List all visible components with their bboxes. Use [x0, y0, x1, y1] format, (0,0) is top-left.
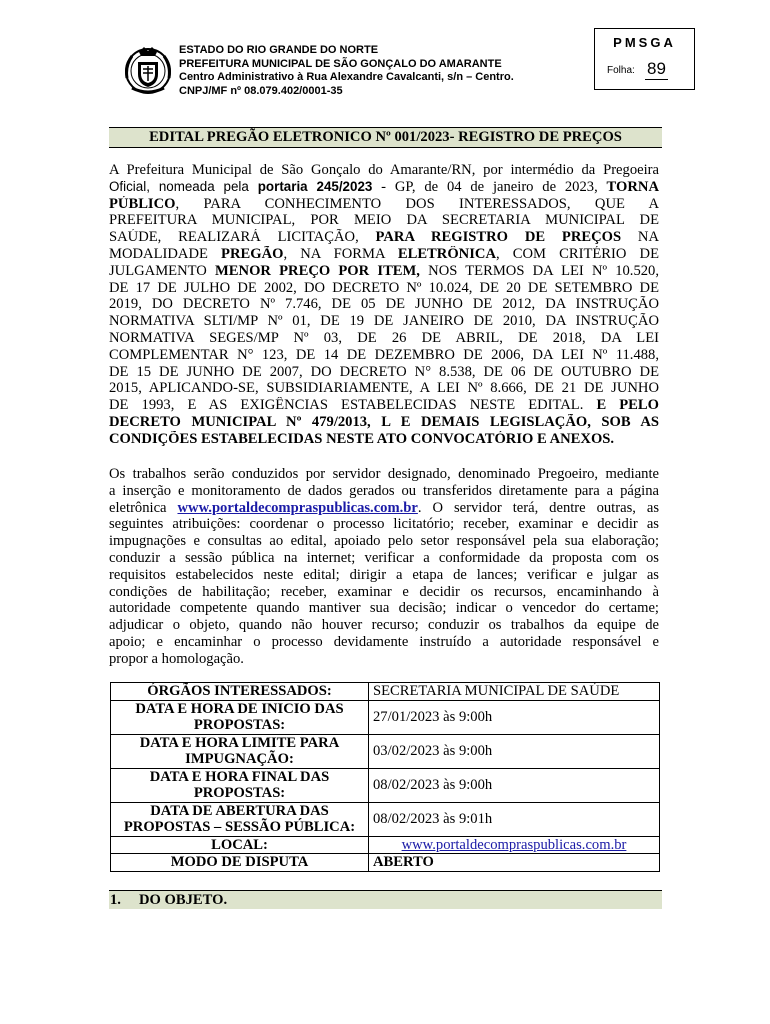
text-run: TORNA [606, 178, 659, 195]
stamp-folha-number: 89 [647, 59, 666, 78]
text-run: a inserção e monitoramento de dados gerados ou transferidos diretamente para a página [109, 482, 659, 499]
text-run: NORMATIVA SEGES/MP Nº 03, DE 26 DE ABRIL, DE 2018, DA LEI [109, 329, 659, 346]
header-state: ESTADO DO RIO GRANDE DO NORTE [179, 44, 379, 56]
text-run: Oficial, nomeada pela [109, 178, 258, 194]
text-run: COMPLEMENTAR N° 123, DE 14 DE DEZEMBRO DE 2006, DA LEI Nº 11.488, [109, 346, 659, 363]
paragraph-line [109, 533, 659, 550]
table-row [111, 700, 660, 734]
paragraph-line [109, 414, 659, 431]
text-run: PREFEITURA MUNICIPAL, POR MEIO DA SECRETARIA MUNICIPAL DE [109, 212, 659, 229]
table-row [111, 836, 660, 854]
row-label [111, 683, 369, 701]
schedule-table [110, 682, 660, 872]
row-value: 03/02/2023 às 9:00h [369, 734, 660, 768]
text-run: , PARA CONHECIMENTO DOS INTERESSADOS, QUE A [175, 195, 659, 212]
row-label-line: ÓRGÃOS INTERESSADOS: [147, 683, 332, 699]
row-label [111, 854, 369, 872]
row-label-line: DATA E HORA FINAL DAS [149, 768, 330, 785]
section-number: 1. [110, 892, 121, 908]
paragraph-line [109, 634, 659, 651]
portal-link[interactable]: www.portaldecompraspublicas.com.br [177, 499, 418, 516]
text-run: DE 15 DE JUNHO DE 2007, DO DECRETO N° 8.538, DE 06 DE OUTUBRO DE [109, 363, 659, 380]
text-run: requisitos estabelecidos neste edital; dirigir a etapa de lances; verificar e julgar as [109, 566, 659, 583]
row-label-line: MODO DE DISPUTA [170, 854, 309, 870]
text-run: DECRETO MUNICIPAL Nº 479/2013, L E DEMAIS LEGISLAÇÃO, SOB AS [109, 413, 659, 430]
paragraph-line [109, 313, 659, 330]
table-row [111, 854, 660, 872]
header-address: Centro Administrativo à Rua Alexandre Cavalcanti, s/n – Centro. [179, 71, 514, 84]
row-value: 08/02/2023 às 9:01h [369, 802, 660, 836]
text-run: portaria 245/2023 [257, 178, 373, 194]
row-label [111, 700, 369, 734]
paragraph-line [109, 280, 659, 297]
row-label [111, 836, 369, 854]
row-label [111, 768, 369, 802]
paragraph-line [109, 500, 659, 517]
paragraph-line [109, 162, 659, 179]
text-run: A Prefeitura Municipal de São Gonçalo do Amarante/RN, por intermédio da Pregoeira [109, 162, 659, 178]
row-label-line: PROPOSTAS: [193, 785, 286, 801]
paragraph-line [109, 196, 659, 213]
row-value: 27/01/2023 às 9:00h [369, 700, 660, 734]
row-label-line: PROPOSTAS – SESSÃO PÚBLICA: [123, 819, 356, 835]
paragraph-line [109, 600, 659, 617]
stamp-folha-label: Folha: [607, 65, 635, 76]
text-run: PARA REGISTRO DE PREÇOS [375, 229, 622, 246]
row-value: 08/02/2023 às 9:00h [369, 768, 660, 802]
edital-title: EDITAL PREGÃO ELETRONICO Nº 001/2023- REGISTRO DE PREÇOS [109, 127, 662, 148]
text-run: . O servidor terá, dentre outras, as [417, 499, 659, 516]
row-value: ABERTO [369, 854, 660, 872]
paragraph-line [109, 347, 659, 364]
paragraph-line [109, 550, 659, 567]
text-run: 2015, APLICANDO-SE, SUBSIDIARIAMENTE, A LEI Nº 8.666, DE 21 DE JUNHO [109, 380, 659, 397]
table-row [111, 734, 660, 768]
row-label-line: PROPOSTAS: [193, 717, 286, 733]
text-run: SAÚDE, REALIZARÁ LICITAÇÃO, [109, 229, 376, 246]
paragraph-line [109, 567, 659, 584]
header-prefecture: PREFEITURA MUNICIPAL DE SÃO GONÇALO DO AMARANTE [179, 57, 502, 70]
text-run: CONDIÇÕES ESTABELECIDAS NESTE ATO CONVOCATÓRIO E ANEXOS. [109, 430, 615, 447]
text-run: apoio; e encaminhar o processo devidamente instruído a autoridade responsável e [109, 633, 659, 650]
text-run: impugnações e consultas ao edital, apoiado pelo setor responsável pela sua elaboração; [109, 533, 659, 550]
paragraph-line [109, 380, 659, 397]
table-row [111, 802, 660, 836]
text-run: Os trabalhos serão conduzidos por servidor designado, denominado Pregoeiro, mediante [109, 466, 659, 482]
paragraph-line [109, 212, 659, 229]
header-cnpj: CNPJ/MF nº 08.079.402/0001-35 [179, 84, 343, 97]
text-run: ELETRÔNICA [397, 245, 496, 262]
table-row [111, 768, 660, 802]
paragraph-line [109, 330, 659, 347]
text-run: , COM CRITÉRIO DE [495, 245, 659, 262]
text-run: MODALIDADE [109, 245, 222, 262]
text-run: eletrônica [109, 499, 178, 516]
paragraph-line [109, 617, 659, 634]
row-label-line: DATA DE ABERTURA DAS [150, 802, 329, 819]
paragraph-line [109, 397, 659, 414]
text-run: 2019, DO DECRETO Nº 7.746, DE 05 DE JUNHO DE 2012, DA INSTRUÇÃO [109, 296, 659, 313]
row-label-line: DATA E HORA LIMITE PARA [139, 734, 340, 751]
text-run: MENOR PREÇO POR ITEM, [215, 262, 420, 279]
row-label [111, 802, 369, 836]
paragraph-line [109, 229, 659, 246]
text-run: condições de habilitação; receber, examinar e decidir os recursos, encaminhando à [109, 583, 659, 600]
text-run: PÚBLICO [109, 195, 176, 212]
paragraph-line [109, 466, 659, 483]
row-value: SECRETARIA MUNICIPAL DE SAÚDE [369, 683, 660, 701]
text-run: NORMATIVA SLTI/MP Nº 01, DE 19 DE JANEIRO DE 2010, DA INSTRUÇÃO [109, 313, 659, 330]
row-label [111, 734, 369, 768]
paragraph-line [109, 296, 659, 313]
text-run: E PELO [596, 397, 659, 414]
paragraph-line [109, 179, 659, 196]
section-title: DO OBJETO. [139, 892, 228, 908]
text-run: NOS TERMOS DA LEI Nº 10.520, [419, 262, 659, 279]
row-value-link[interactable]: www.portaldecompraspublicas.com.br [369, 836, 660, 854]
paragraph-line [109, 364, 659, 381]
text-run: DE 1993, E AS EXIGÊNCIAS ESTABELECIDAS NESTE EDITAL. [109, 397, 597, 414]
paragraph-line [109, 246, 659, 263]
text-run: conduzir a sessão pública na internet; verificar a conformidade da proposta com os [109, 549, 659, 566]
paragraph-line [109, 483, 659, 500]
text-run: JULGAMENTO [109, 262, 216, 279]
page-stamp [594, 28, 695, 90]
text-run: DE 17 DE JULHO DE 2002, DO DECRETO Nº 10.024, DE 20 DE SETEMBRO DE [109, 279, 659, 296]
paragraph-line [109, 651, 659, 668]
text-run: , NA FORMA [283, 245, 398, 262]
text-run: PREGÃO [221, 245, 284, 262]
paragraph-line [109, 263, 659, 280]
row-label-line: DATA E HORA DE INICIO DAS [135, 700, 344, 717]
text-run: adjudicar o objeto, quando não houver recurso; conduzir os trabalhos da equipe de [109, 617, 659, 634]
text-run: NA [621, 229, 659, 246]
table-row [111, 683, 660, 701]
row-label-line: LOCAL: [211, 836, 268, 853]
text-run: seguintes atribuições: coordenar o processo licitatório; receber, examinar e decidir as [109, 516, 659, 533]
text-run: - GP, de 04 de janeiro de 2023, [372, 178, 607, 195]
municipal-coat-of-arms [122, 44, 174, 96]
stamp-code: PMSGA [613, 35, 676, 50]
paragraph-line [109, 431, 659, 448]
text-run: autoridade competente quando mantiver sua decisão; indicar o vencedor do certame; [109, 600, 659, 617]
text-run: propor a homologação. [109, 650, 244, 667]
institution-header [179, 44, 514, 98]
section-heading [109, 890, 662, 909]
duties-paragraph [109, 466, 659, 668]
paragraph-line [109, 584, 659, 601]
paragraph-line [109, 516, 659, 533]
intro-paragraph [109, 162, 659, 448]
row-label-line: IMPUGNAÇÃO: [185, 751, 294, 767]
